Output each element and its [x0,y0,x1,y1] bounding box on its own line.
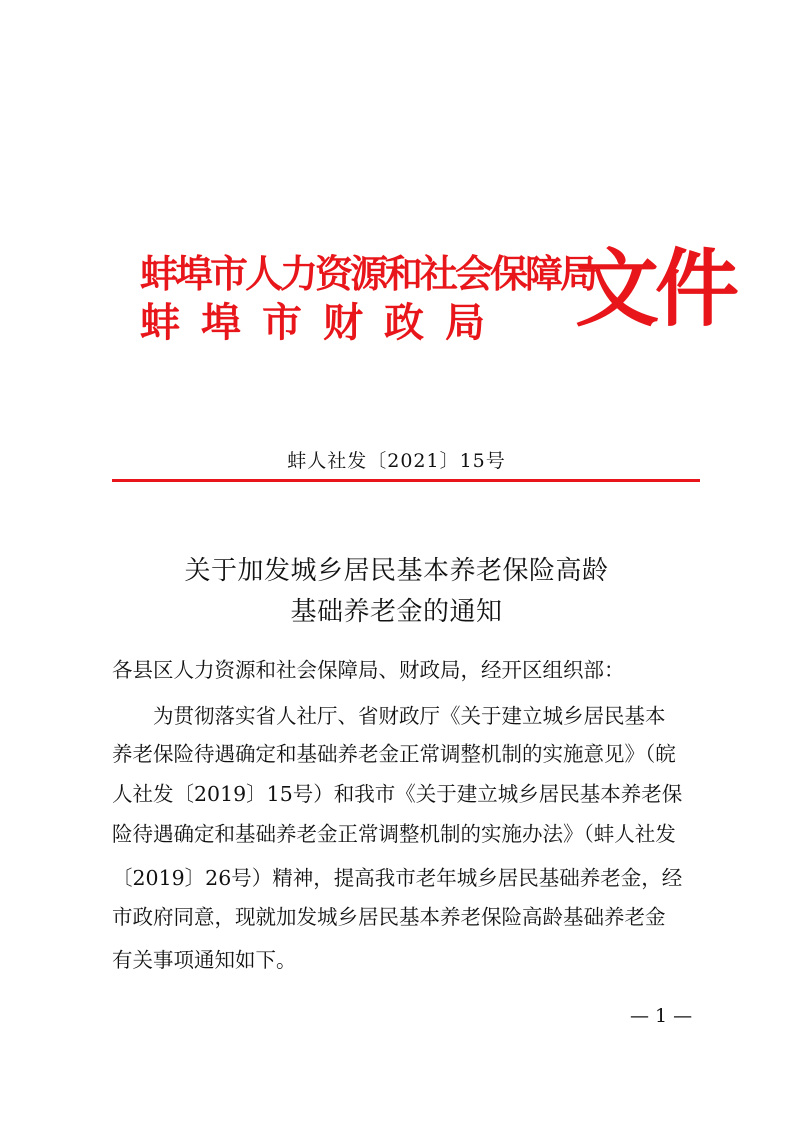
header-divider [112,479,700,482]
document-header [120,239,736,355]
issuer-line-2: 蚌埠市财政局 [140,299,506,346]
body-line: 养老保险待遇确定和基础养老金正常调整机制的实施意见》（皖 [112,742,676,766]
salutation: 各县区人力资源和社会保障局、财政局，经开区组织部： [112,658,625,682]
document-number: 蚌人社发〔2021〕15号 [287,450,506,472]
body-line: 人社发〔2019〕15号）和我市《关于建立城乡居民基本养老保 [112,782,683,806]
body-line: 为贯彻落实省人社厅、省财政厅《关于建立城乡居民基本 [112,704,666,728]
body-line: 〔2019〕26号）精神，提高我市老年城乡居民基础养老金，经 [112,866,683,890]
body-line: 有关事项通知如下。 [112,948,297,972]
issuer-line-1: 蚌埠市人力资源和社会保障局 [140,251,596,296]
title-line-2: 基础养老金的通知 [290,597,503,627]
title-line-1: 关于加发城乡居民基本养老保险高龄 [184,556,609,586]
body-line: 市政府同意，现就加发城乡居民基本养老保险高龄基础养老金 [112,905,666,929]
body-line: 险待遇确定和基础养老金正常调整机制的实施办法》（蚌人社发 [112,822,676,846]
document-mark: 文件 [575,239,736,338]
page-number: — 1 — [630,1005,693,1027]
